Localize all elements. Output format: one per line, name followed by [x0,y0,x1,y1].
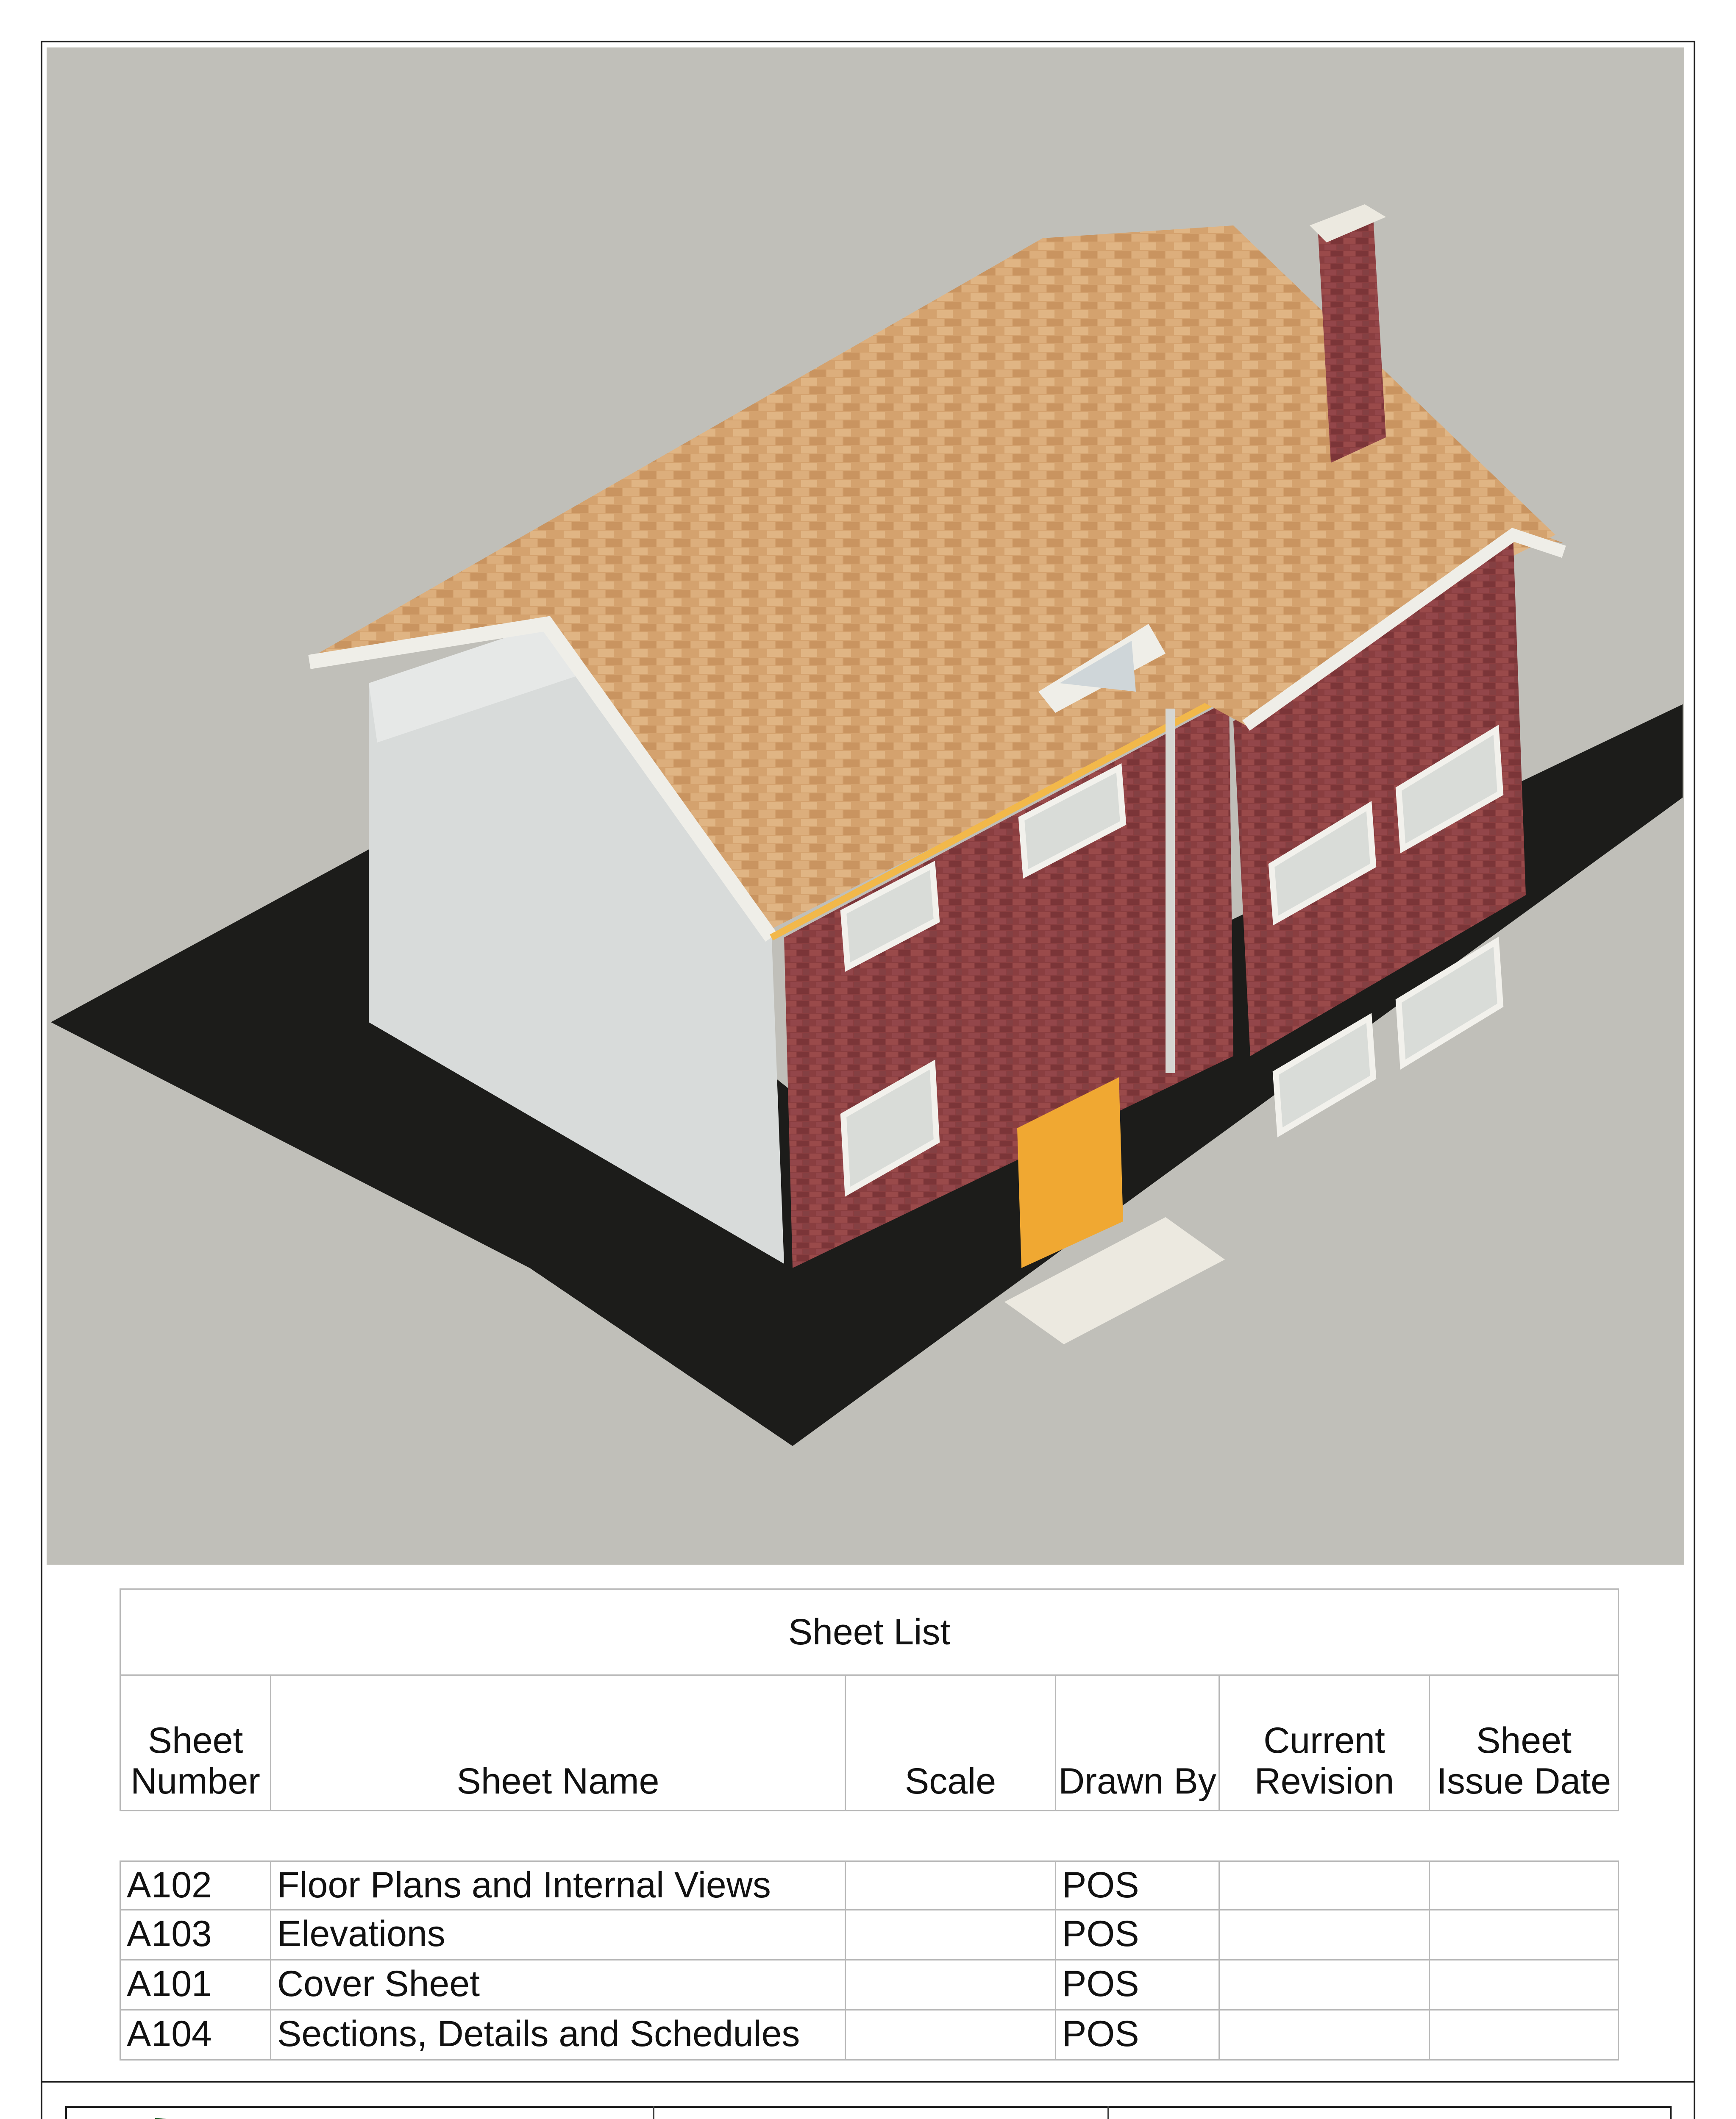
table-row [120,1960,1619,2011]
col-sheet-number: Sheet Number [120,1676,271,1811]
cell-name: Floor Plans and Internal Views [271,1860,846,1910]
cell-number: A102 [120,1860,271,1910]
logo-cell [65,2106,654,2119]
cell-issue-date [1430,1960,1619,2011]
cell-scale [846,2011,1056,2061]
project-title [654,2106,1109,2119]
cell-scale [846,1960,1056,2011]
cell-drawn-by: POS [1056,1960,1220,2011]
cell-number: A101 [120,1960,271,2011]
cell-number: A104 [120,2011,271,2061]
table-row [120,1910,1619,1960]
table-row [120,1860,1619,1910]
cell-scale [846,1860,1056,1910]
cell-drawn-by: POS [1056,1910,1220,1960]
cell-revision [1220,1860,1430,1910]
cell-revision [1220,1960,1430,2011]
cell-name: Sections, Details and Schedules [271,2011,846,2061]
col-scale: Scale [846,1676,1056,1811]
cell-revision [1220,1910,1430,1960]
sheet-list-rows [120,1860,1619,2061]
house-render-svg [47,47,1684,1565]
sheet-name [1108,2106,1672,2119]
house-render [47,47,1684,1565]
cell-issue-date [1430,2011,1619,2061]
sheet-list-header [120,1676,1619,1811]
col-current-revision: Current Revision [1220,1676,1430,1811]
sheet-list-title: Sheet List [120,1588,1619,1676]
cell-name: Elevations [271,1910,846,1960]
lit-logo-icon [70,2110,240,2119]
col-sheet-name: Sheet Name [271,1676,846,1811]
title-block-divider [41,2081,1695,2083]
cell-drawn-by: POS [1056,1860,1220,1910]
cell-drawn-by: POS [1056,2011,1220,2061]
cell-issue-date [1430,1910,1619,1960]
cell-name: Cover Sheet [271,1960,846,2011]
cell-number: A103 [120,1910,271,1960]
col-sheet-issue-date: Sheet Issue Date [1430,1676,1619,1811]
cell-scale [846,1910,1056,1960]
cell-issue-date [1430,1860,1619,1910]
col-drawn-by: Drawn By [1056,1676,1220,1811]
cell-revision [1220,2011,1430,2061]
table-row [120,2011,1619,2061]
